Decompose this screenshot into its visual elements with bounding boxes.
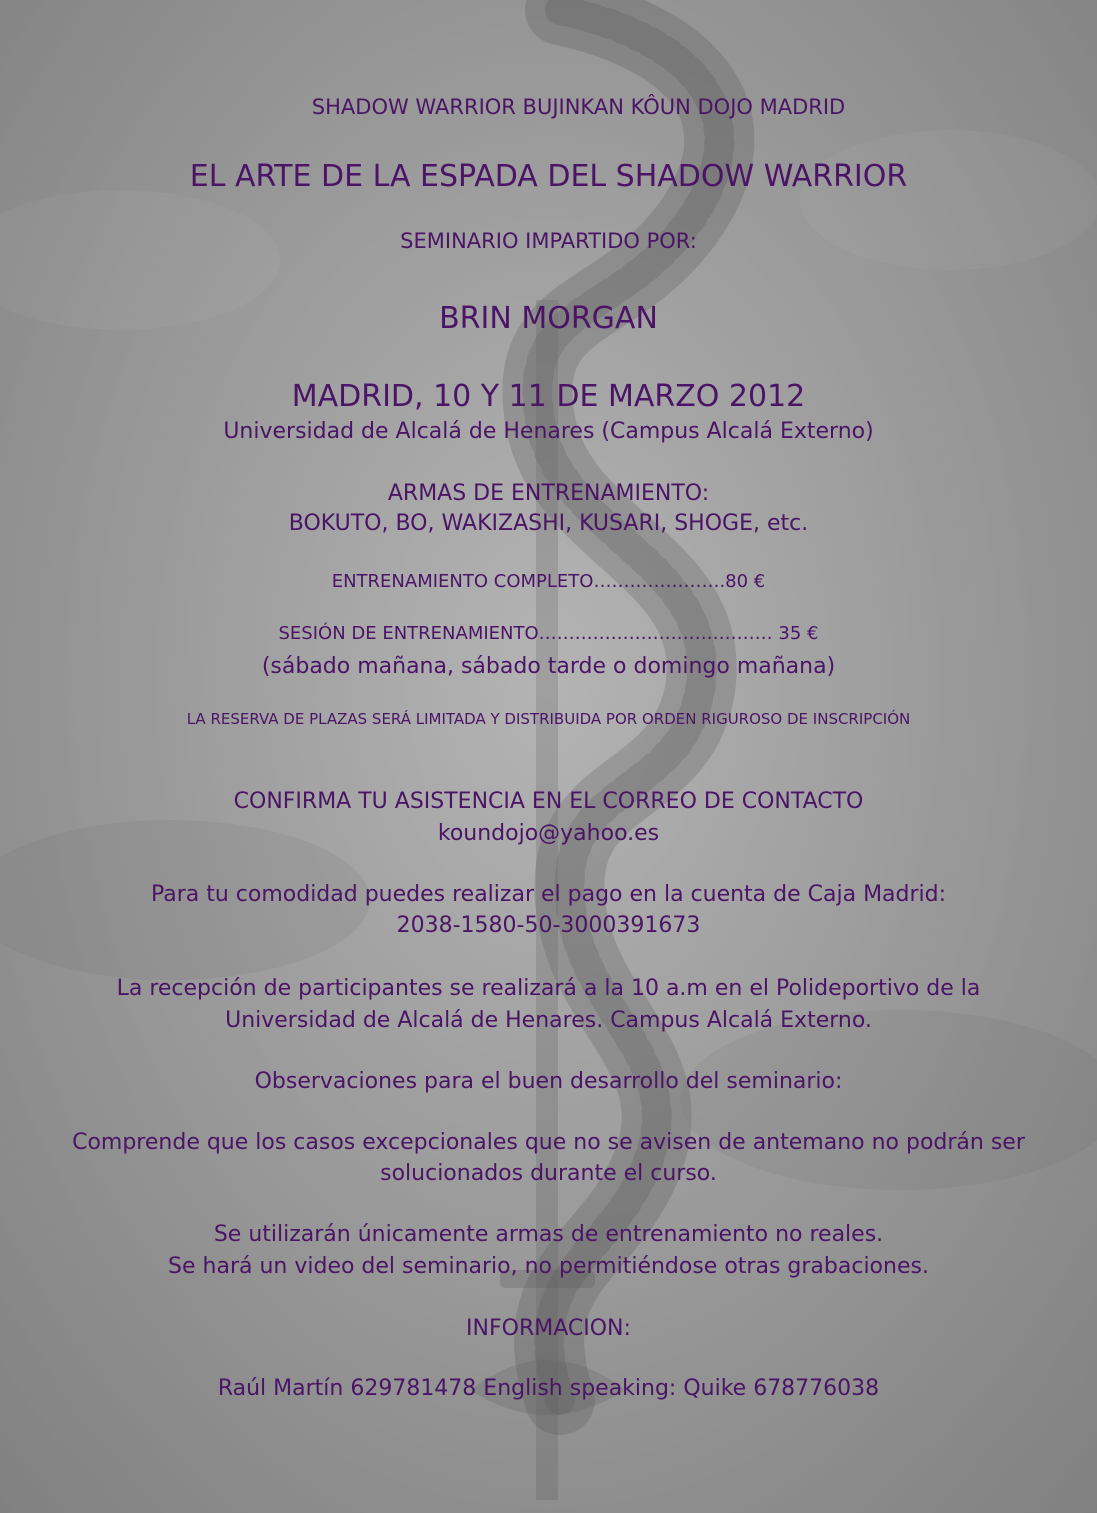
info-heading: INFORMACION: (466, 1316, 631, 1341)
weapons-rule: Se utilizarán únicamente armas de entrenamiento no reales. (213, 1222, 884, 1247)
dojo-name: SHADOW WARRIOR BUJINKAN KÔUN DOJO MADRID (311, 95, 846, 119)
exceptions-line-1: Comprende que los casos excepcionales que no se avisen de antemano no podrán ser (72, 1130, 1025, 1155)
video-rule: Se hará un video del seminario, no permitiéndose otras grabaciones. (168, 1254, 929, 1279)
weapons-heading: ARMAS DE ENTRENAMIENTO: (387, 481, 710, 506)
seminar-venue: Universidad de Alcalá de Henares (Campus Alcalá Externo) (223, 419, 874, 444)
reception-line-1: La recepción de participantes se realizará a la 10 a.m en el Polideportivo de la (116, 976, 981, 1001)
price-session: SESIÓN DE ENTRENAMIENTO………………………………… 35 € (278, 623, 819, 644)
contact-email: koundojo@yahoo.es (437, 821, 660, 846)
reservation-note: LA RESERVA DE PLAZAS SERÁ LIMITADA Y DISTRIBUIDA POR ORDEN RIGUROSO DE INSCRIPCIÓN (186, 710, 911, 728)
observations-heading: Observaciones para el buen desarrollo del seminario: (254, 1069, 843, 1094)
instructor-name: BRIN MORGAN (439, 301, 658, 336)
payment-text: Para tu comodidad puedes realizar el pago en la cuenta de Caja Madrid: (150, 882, 947, 907)
bank-account: 2038-1580-50-3000391673 (396, 913, 701, 938)
seminar-title: EL ARTE DE LA ESPADA DEL SHADOW WARRIOR (189, 159, 908, 194)
reception-line-2: Universidad de Alcalá de Henares. Campus Alcalá Externo. (225, 1008, 872, 1033)
weapons-list: BOKUTO, BO, WAKIZASHI, KUSARI, SHOGE, etc. (288, 511, 809, 536)
exceptions-line-2: solucionados durante el curso. (380, 1161, 717, 1186)
session-note: (sábado mañana, sábado tarde o domingo mañana) (261, 654, 836, 679)
seminar-date: MADRID, 10 Y 11 DE MARZO 2012 (291, 379, 806, 414)
price-full-training: ENTRENAMIENTO COMPLETO………………….80 € (331, 571, 766, 592)
seminar-by-label: SEMINARIO IMPARTIDO POR: (400, 229, 697, 253)
confirm-text: CONFIRMA TU ASISTENCIA EN EL CORREO DE CONTACTO (233, 789, 864, 814)
contact-phones: Raúl Martín 629781478 English speaking: Quike 678776038 (217, 1376, 880, 1401)
